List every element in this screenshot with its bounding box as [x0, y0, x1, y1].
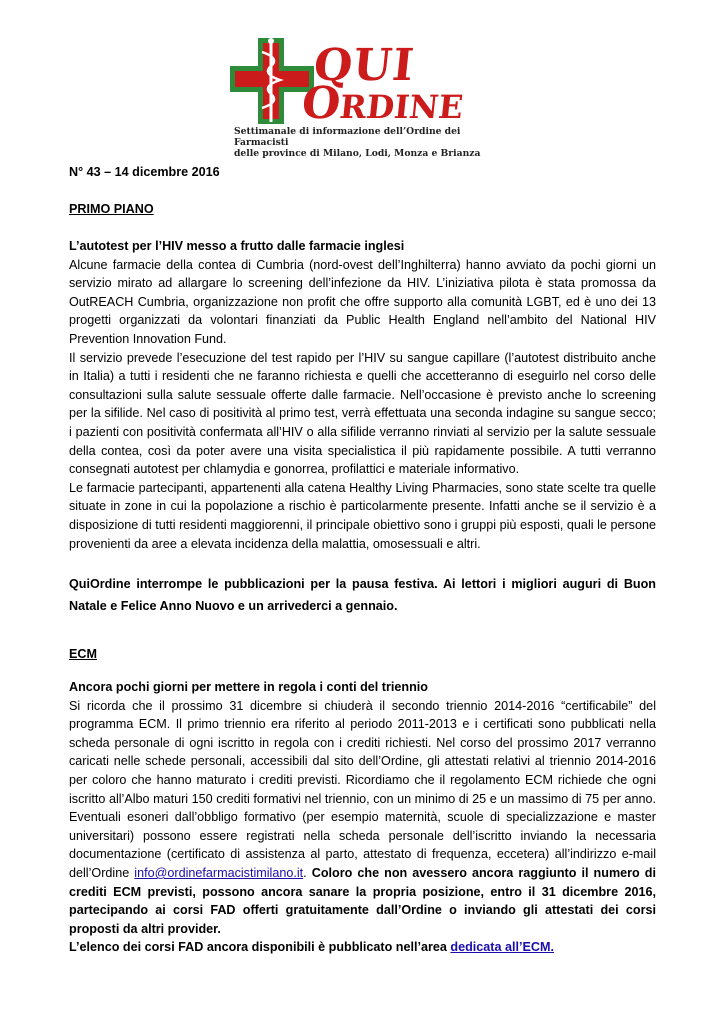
holiday-notice: QuiOrdine interrompe le pubblicazioni per la pausa festiva. Ai lettori i migliori auguri di Buon Natale e Felice Anno Nuovo e un arrivederci a gennaio. [69, 577, 656, 613]
fad-courses-text: L’elenco dei corsi FAD ancora disponibili è pubblicato nell’area [69, 940, 447, 955]
logo-tagline-line1: Settimanale di informazione dell’Ordine dei Farmacisti [234, 126, 461, 148]
fad-courses-line [69, 938, 656, 957]
article-title: L’autotest per l’HIV messo a frutto dalle farmacie inglesi [69, 239, 405, 253]
article-hiv [69, 237, 656, 553]
email-punctuation: . [303, 865, 307, 880]
ecm-area-link[interactable]: dedicata all’ECM. [450, 940, 554, 955]
quiordine-logo [226, 32, 498, 159]
logo-tagline-line2: delle province di Milano, Lodi, Monza e Brianza [234, 148, 481, 159]
ecm-bold-text: Coloro che non avessero ancora raggiunto il numero di crediti ECM previsti, possono ancora sanare la propria posizione, entro il 31 dicembre 2016, partecipando ai corsi FAD offerti gratuitamente dall’Ordine o inviando gli attestati dei corsi proposti da altri provider. [69, 865, 657, 936]
logo-ordine-text [299, 78, 466, 129]
article-title: Ancora pochi giorni per mettere in regola i conti del triennio [69, 680, 428, 694]
article-paragraph: Alcune farmacie della contea di Cumbria (nord-ovest dell’Inghilterra) hanno avviato da pochi giorni un servizio mirato ad allargare lo screening dell’infezione da HIV. L’iniziativa pilota è stata promossa da OutREACH Cumbria, organizzazione non profit che offre supporto alla comunità LGBT, ed è uno dei 13 progetti organizzati da volontari finanziati da Public Health England nell’ambito del National HIV Prevention Innovation Fund. [69, 257, 656, 346]
logo-qui-text: QUI [311, 40, 417, 91]
issue-number: N° 43 – 14 dicembre 2016 [69, 165, 220, 179]
email-link[interactable]: info@ordinefarmacistimilano.it [134, 865, 304, 880]
article-paragraph: Le farmacie partecipanti, appartenenti alla catena Healthy Living Pharmacies, sono state scelte tra quelle situate in zone in cui la popolazione a rischio è particolarmente presente. Infatti anche se il servizio è a disposizione di tutti residenti maggiorenni, il principale obiettivo sono i gruppi più esposti, quali le persone provenienti da aree a elevata incidenza della malattia, omosessuali e altri. [69, 480, 656, 551]
logo-ordine-rest: RDINE [337, 88, 465, 126]
section-heading-ecm: ECM [69, 647, 97, 661]
article-paragraph: Il servizio prevede l’esecuzione del test rapido per l’HIV su sangue capillare (l’autotest distribuito anche in Italia) a tutti i residenti che ne faranno richiesta e quelli che accetteranno di eseguirlo nel corso delle consultazioni sulla salute sessuale offerte dalle farmacie. Nell’occasione è previsto anche lo screening per la sifilide. Nel caso di positività al primo test, verrà effettuata una seconda indagine su sangue secco; i pazienti con positività confermata all’HIV o alla sifilide verranno rinviati al servizio per la salute sessuale della contea, così da poter avere una visita specialistica il più rapidamente possibile. A tutti verranno consegnati autotest per chlamydia e gonorrea, profilattici e materiale informativo. [69, 350, 656, 477]
article-paragraph [69, 697, 656, 939]
ecm-paragraph-text: Si ricorda che il prossimo 31 dicembre si chiuderà il secondo triennio 2014-2016 “certificabile” del programma ECM. Il primo triennio era riferito al periodo 2011-2013 e i certificati sono pubblicati nella scheda personale di ogni iscritto in regola con i crediti richiesti. Nel corso del prossimo 2017 verranno caricati nelle schede personali, accessibili dal sito dell’Ordine, gli attestati relativi al triennio 2014-2016 per coloro che hanno maturato i crediti previsti. Ricordiamo che il regolamento ECM richiede che ogni iscritto all’Albo maturi 150 crediti formativi nel triennio, con un minimo di 25 e un massimo di 75 per anno. Eventuali esoneri dall’obbligo formativo (per esempio maternità, scuole di specializzazione e master universitari) possono essere registrati nella scheda personale dell’iscritto inviando la necessaria documentazione (certificato di assistenza al parto, attestato di frequenza, eccetera) all’indirizzo e-mail dell’Ordine [69, 698, 656, 880]
logo-tagline [234, 126, 496, 159]
section-heading-primo-piano: PRIMO PIANO [69, 202, 154, 216]
logo-ordine-initial: O [299, 78, 344, 129]
article-ecm [69, 678, 656, 957]
